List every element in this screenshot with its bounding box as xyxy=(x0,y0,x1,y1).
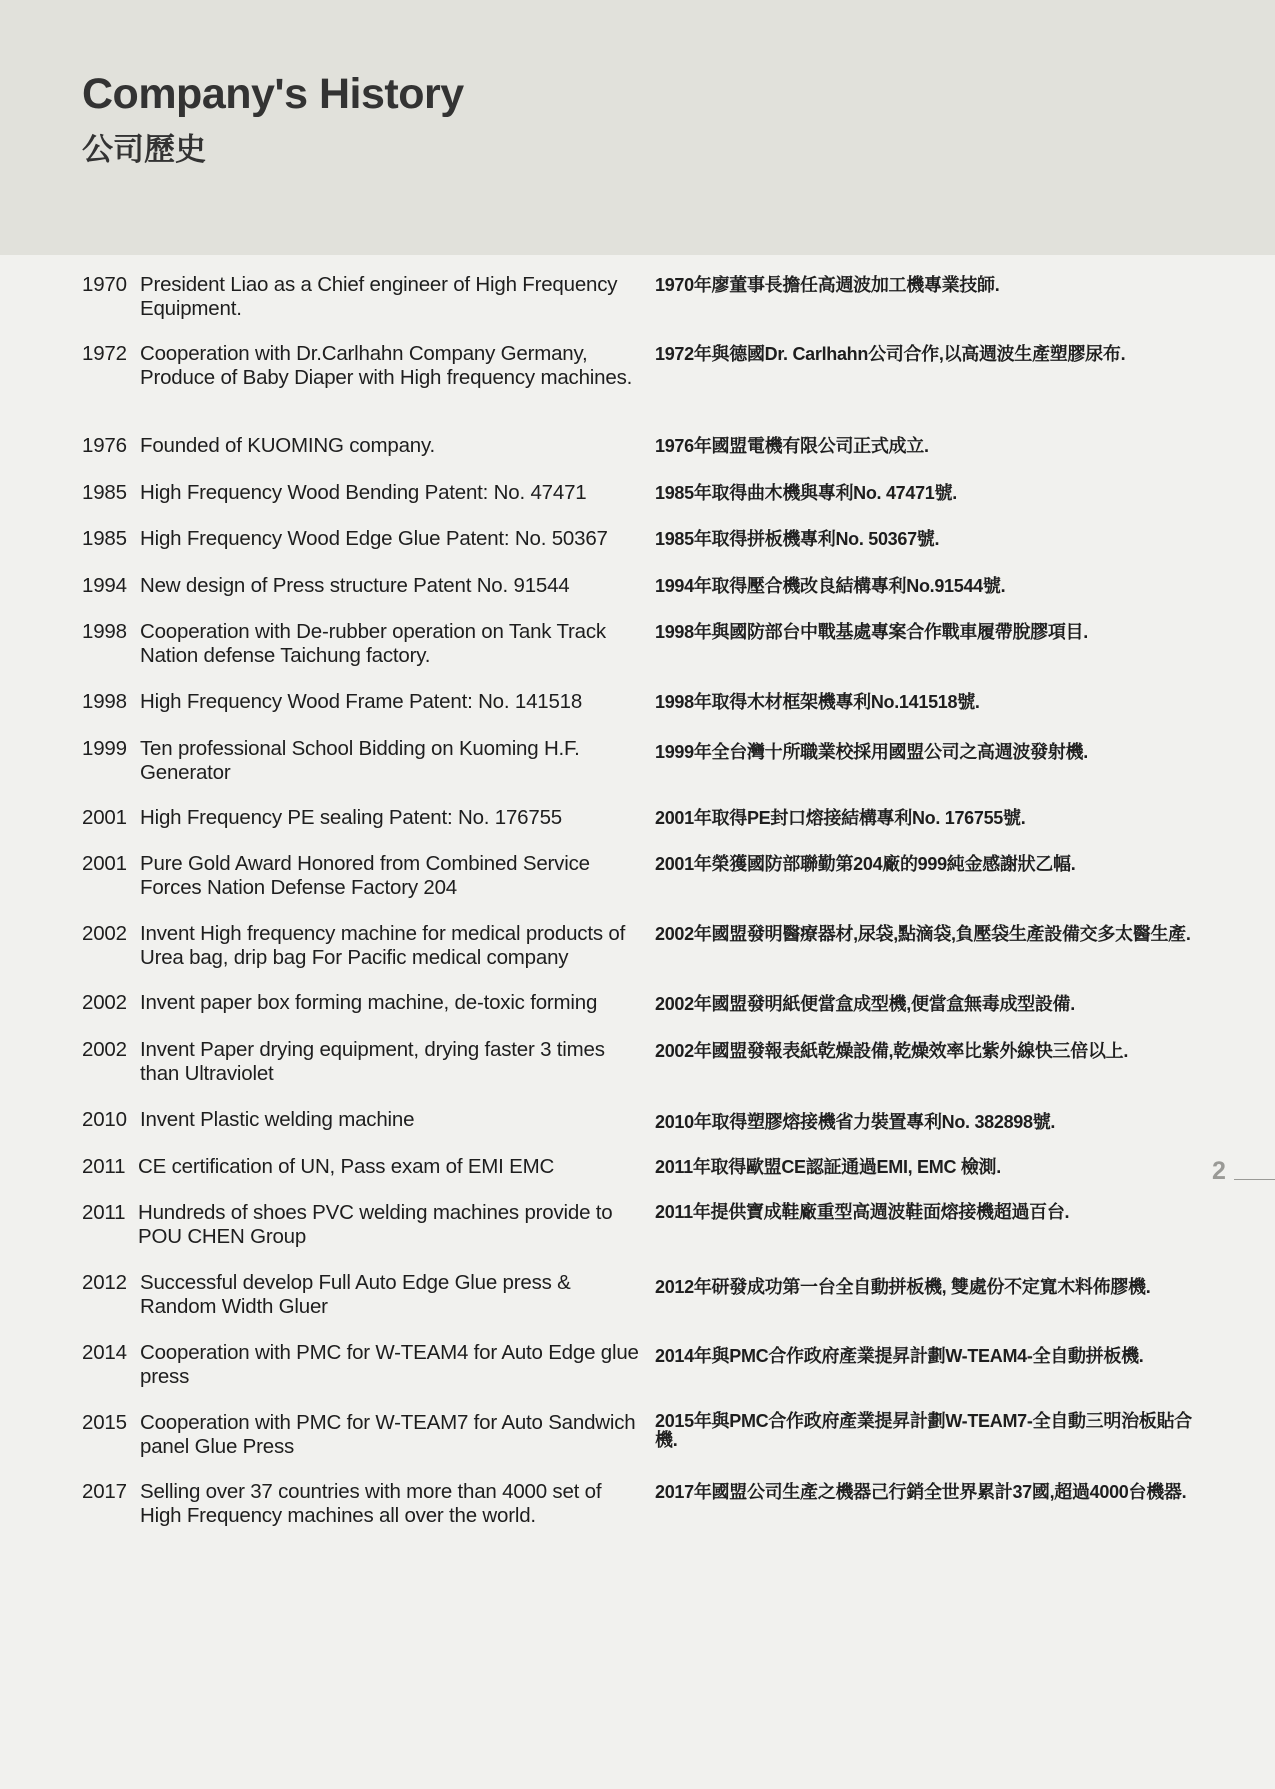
entry-description-zh: 1985年取得拼板機專利No. 50367號. xyxy=(655,529,940,549)
entry-description-zh: 1976年國盟電機有限公司正式成立. xyxy=(655,436,929,456)
page-marker xyxy=(1210,1155,1275,1187)
entry-description-en: Selling over 37 countries with more than 4000 set of High Frequency machines all over the world. xyxy=(140,1480,602,1527)
entry-description-zh: 2002年國盟發報表紙乾燥設備,乾燥效率比紫外線快三倍以上. xyxy=(655,1041,1129,1061)
entry-year: 2011 xyxy=(82,1201,126,1224)
entry-year: 1998 xyxy=(82,690,127,713)
page-number: 2 xyxy=(1212,1157,1226,1185)
entry-description-en: Ten professional School Bidding on Kuoming H.F. Generator xyxy=(140,737,580,784)
entry-year: 1998 xyxy=(82,620,127,643)
entry-description-zh: 2001年取得PE封口熔接結構專利No. 176755號. xyxy=(655,808,1026,828)
entry-description-zh: 2011年提供寶成鞋廠重型高週波鞋面熔接機超過百台. xyxy=(655,1202,1070,1222)
entry-description-zh: 2015年與PMC合作政府產業提昇計劃W-TEAM7-全自動三明治板貼合機. xyxy=(655,1411,1192,1450)
entry-year: 1985 xyxy=(82,527,127,550)
entry-description-en: Cooperation with Dr.Carlhahn Company Germany, Produce of Baby Diaper with High frequency machines. xyxy=(140,342,633,389)
entry-description-en: Founded of KUOMING company. xyxy=(140,434,436,457)
entry-description-zh: 2014年與PMC合作政府產業提昇計劃W-TEAM4-全自動拼板機. xyxy=(655,1346,1144,1366)
entry-description-en: Successful develop Full Auto Edge Glue press & Random Width Gluer xyxy=(140,1271,571,1318)
entry-description-en: High Frequency Wood Edge Glue Patent: No. 50367 xyxy=(140,527,608,550)
entry-year: 2017 xyxy=(82,1480,127,1503)
entry-year: 2015 xyxy=(82,1411,127,1434)
entry-year: 1970 xyxy=(82,273,127,296)
entry-year: 2012 xyxy=(82,1271,127,1294)
entry-year: 2001 xyxy=(82,806,127,829)
page-title: Company's History xyxy=(82,70,464,118)
page-number-rule xyxy=(1234,1179,1275,1180)
entry-year: 2014 xyxy=(82,1341,127,1364)
entry-description-zh: 1985年取得曲木機與專利No. 47471號. xyxy=(655,483,957,503)
entry-description-en: Invent Plastic welding machine xyxy=(140,1108,415,1131)
entry-year: 1976 xyxy=(82,434,127,457)
entry-description-zh: 2002年國盟發明紙便當盒成型機,便當盒無毒成型設備. xyxy=(655,994,1075,1014)
entry-description-en: Invent paper box forming machine, de-toxic forming xyxy=(140,991,598,1014)
entry-description-zh: 1998年取得木材框架機專利No.141518號. xyxy=(655,692,980,712)
entry-description-en: Hundreds of shoes PVC welding machines provide to POU CHEN Group xyxy=(138,1201,613,1248)
entry-description-zh: 1972年與德國Dr. Carlhahn公司合作,以高週波生產塑膠尿布. xyxy=(655,344,1126,364)
entry-description-en: High Frequency Wood Bending Patent: No. 47471 xyxy=(140,481,587,504)
entry-description-zh: 1998年與國防部台中戰基處專案合作戰車履帶脫膠項目. xyxy=(655,622,1088,642)
entry-description-en: Cooperation with PMC for W-TEAM7 for Auto Sandwich panel Glue Press xyxy=(140,1411,636,1458)
entry-description-en: High Frequency PE sealing Patent: No. 176755 xyxy=(140,806,562,829)
entry-year: 1994 xyxy=(82,574,127,597)
entry-year: 2010 xyxy=(82,1108,127,1131)
entry-year: 2002 xyxy=(82,991,127,1014)
entry-description-en: Invent Paper drying equipment, drying faster 3 times than Ultraviolet xyxy=(140,1038,605,1085)
entry-year: 2001 xyxy=(82,852,127,875)
entry-description-zh: 1994年取得壓合機改良結構專利No.91544號. xyxy=(655,576,1006,596)
entry-description-zh: 2001年榮獲國防部聯勤第204廠的999純金感謝狀乙幅. xyxy=(655,854,1076,874)
entry-year: 1999 xyxy=(82,737,127,760)
entry-description-en: Cooperation with De-rubber operation on Tank Track Nation defense Taichung factory. xyxy=(140,620,606,667)
entry-year: 1972 xyxy=(82,342,127,365)
entry-description-zh: 2002年國盟發明醫療器材,尿袋,點滴袋,負壓袋生產設備交多太醫生產. xyxy=(655,924,1191,944)
entry-year: 2002 xyxy=(82,1038,127,1061)
entry-description-zh: 1970年廖董事長擔任高週波加工機專業技師. xyxy=(655,275,1000,295)
entry-year: 1985 xyxy=(82,481,127,504)
entry-description-zh: 2012年研發成功第一台全自動拼板機, 雙處份不定寬木料佈膠機. xyxy=(655,1277,1151,1297)
entry-description-en: Pure Gold Award Honored from Combined Service Forces Nation Defense Factory 204 xyxy=(140,852,590,899)
page-subtitle: 公司歷史 xyxy=(82,132,206,167)
entry-description-en: President Liao as a Chief engineer of High Frequency Equipment. xyxy=(140,273,618,320)
entry-year: 2011 xyxy=(82,1155,126,1178)
entry-description-en: New design of Press structure Patent No. 91544 xyxy=(140,574,570,597)
entry-description-en: High Frequency Wood Frame Patent: No. 141518 xyxy=(140,690,583,713)
entry-description-en: Cooperation with PMC for W-TEAM4 for Auto Edge glue press xyxy=(140,1341,639,1388)
entry-description-en: Invent High frequency machine for medical products of Urea bag, drip bag For Pacific medical company xyxy=(140,922,626,969)
entry-year: 2002 xyxy=(82,922,127,945)
entry-description-en: CE certification of UN, Pass exam of EMI EMC xyxy=(138,1155,555,1178)
entry-description-zh: 2011年取得歐盟CE認証通過EMI, EMC 檢測. xyxy=(655,1157,1001,1177)
entry-description-zh: 2010年取得塑膠熔接機省力裝置專利No. 382898號. xyxy=(655,1112,1056,1132)
entry-description-zh: 1999年全台灣十所職業校採用國盟公司之高週波發射機. xyxy=(655,742,1088,762)
entry-description-zh: 2017年國盟公司生產之機器己行銷全世界累計37國,超過4000台機器. xyxy=(655,1482,1187,1502)
